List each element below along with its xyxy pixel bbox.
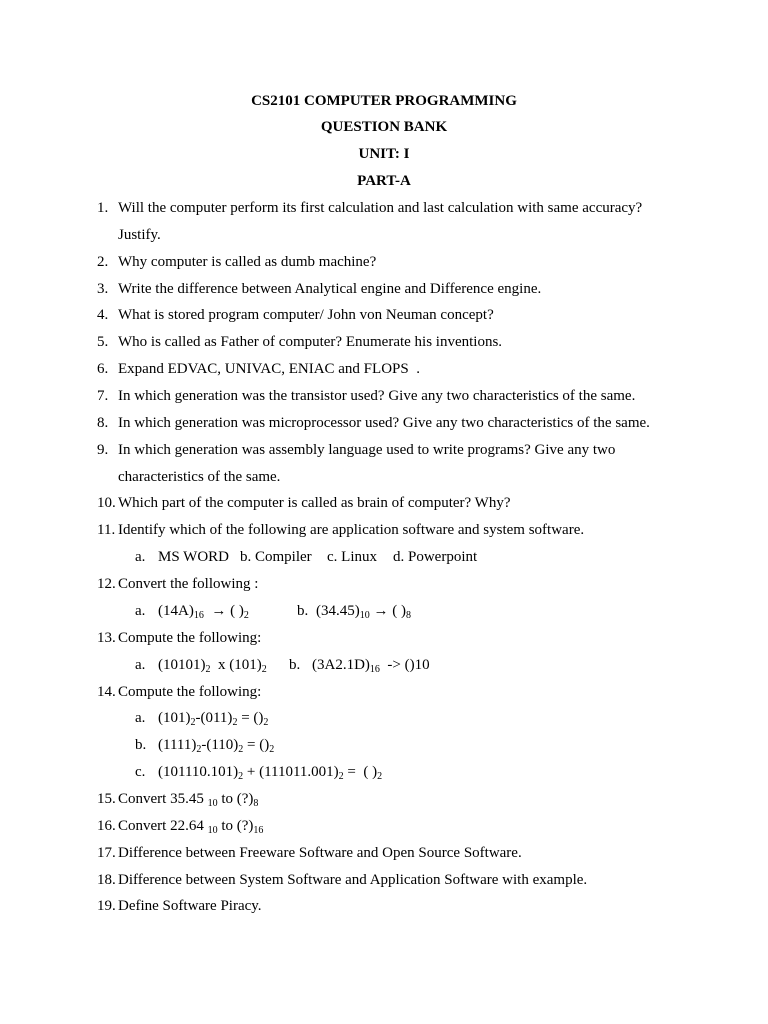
- question-text: Difference between Freeware Software and Open Source Software.: [118, 844, 522, 861]
- expression-text: (10101): [158, 656, 206, 673]
- document-title: QUESTION BANK: [320, 119, 448, 136]
- question-text: Difference between System Software and Application Software with example.: [118, 871, 588, 888]
- sub-question-label: c.: [135, 764, 146, 781]
- sub-question-row: [0, 705, 768, 732]
- question-text: Define Software Piracy.: [118, 898, 262, 915]
- question-line: [0, 437, 768, 464]
- option-label: c.: [327, 549, 338, 566]
- expression-text: → ( ): [369, 602, 406, 619]
- question-number: 4.: [97, 307, 109, 324]
- expression-subscript: 2: [269, 744, 275, 756]
- question-line: [0, 329, 768, 356]
- question-text: Expand EDVAC, UNIVAC, ENIAC and FLOPS .: [118, 361, 420, 378]
- expression-text: -(011): [195, 710, 233, 727]
- expression-text: + (111011.001): [243, 764, 339, 781]
- question-number: 8.: [97, 414, 109, 431]
- expression-subscript: 10: [359, 609, 370, 621]
- expression: [158, 732, 274, 759]
- question-text-continued: Justify.: [118, 226, 161, 243]
- question-text: Why computer is called as dumb machine?: [118, 253, 377, 270]
- question-number: 11.: [97, 522, 116, 539]
- question-item: [0, 410, 768, 437]
- question-line: [0, 571, 768, 598]
- question-line: [0, 840, 768, 867]
- expression-subscript: 2: [232, 717, 238, 729]
- question-line: [0, 356, 768, 383]
- question-text: [118, 813, 263, 840]
- part-heading: PART-A: [357, 173, 411, 190]
- unit-heading: UNIT: I: [358, 146, 410, 163]
- question-item: [0, 249, 768, 276]
- expression: [312, 652, 430, 679]
- expression-text: = ( ): [343, 764, 378, 781]
- question-line: [0, 490, 768, 517]
- expression-text: → ( ): [203, 602, 244, 619]
- question-line: [0, 302, 768, 329]
- question-item: [0, 356, 768, 383]
- question-item: [0, 813, 768, 840]
- expression-text: to (?): [217, 817, 254, 834]
- question-line: [0, 276, 768, 303]
- expression-subscript: 2: [196, 744, 202, 756]
- sub-question-label: b.: [135, 737, 147, 754]
- option-text: MS WORD: [158, 549, 229, 566]
- expression: [158, 652, 267, 679]
- expression-subscript: 2: [238, 771, 244, 783]
- expression-text: -(110): [201, 737, 239, 754]
- question-item: [0, 867, 768, 894]
- question-line: [0, 679, 768, 706]
- expression-subscript: 2: [338, 771, 344, 783]
- sub-question-label: a.: [135, 710, 146, 727]
- question-item: [0, 893, 768, 920]
- question-line: [0, 786, 768, 813]
- sub-question-row: [0, 598, 768, 625]
- question-line: [0, 222, 768, 249]
- question-item: [0, 786, 768, 813]
- expression-text: (101110.101): [158, 764, 239, 781]
- question-line: [0, 893, 768, 920]
- expression-text: (14A): [158, 602, 194, 619]
- option-label: a.: [135, 549, 146, 566]
- question-text: Compute the following:: [118, 629, 262, 646]
- question-number: 10.: [97, 495, 116, 512]
- expression-subscript: 2: [190, 717, 196, 729]
- question-item: [0, 571, 768, 625]
- question-line: [0, 249, 768, 276]
- expression-text: (3A2.1D): [312, 656, 370, 673]
- sub-question-row: [0, 652, 768, 679]
- sub-question-row: [0, 759, 768, 786]
- question-text: Will the computer perform its first calculation and last calculation with same accuracy?: [118, 200, 643, 217]
- expression-subscript: 2: [377, 771, 383, 783]
- question-text: In which generation was assembly language used to write programs? Give any two: [118, 441, 616, 458]
- sub-question-label: b.: [297, 602, 309, 619]
- question-text: [118, 786, 258, 813]
- question-item: [0, 840, 768, 867]
- question-number: 7.: [97, 388, 109, 405]
- option-item: [240, 544, 312, 571]
- question-item: [0, 302, 768, 329]
- question-number: 6.: [97, 361, 109, 378]
- question-item: [0, 437, 768, 491]
- question-number: 19.: [97, 898, 116, 915]
- option-row: [0, 544, 768, 571]
- question-number: 3.: [97, 280, 109, 297]
- question-line: [0, 867, 768, 894]
- expression-subscript: 10: [207, 824, 218, 836]
- question-item: [0, 679, 768, 786]
- sub-question-label: a.: [135, 602, 146, 619]
- question-number: 13.: [97, 629, 116, 646]
- expression-text: (101): [158, 710, 191, 727]
- question-number: 16.: [97, 817, 116, 834]
- expression-subscript: 2: [261, 663, 267, 675]
- option-item: [393, 544, 477, 571]
- question-number: 14.: [97, 683, 116, 700]
- option-label: b.: [240, 549, 252, 566]
- option-label: d.: [393, 549, 405, 566]
- expression-subscript: 2: [243, 609, 249, 621]
- question-item: [0, 383, 768, 410]
- expression-text: (1111): [158, 737, 197, 754]
- sub-question-label: a.: [135, 656, 146, 673]
- expression-subscript: 2: [238, 744, 244, 756]
- expression: [158, 759, 382, 786]
- expression-subscript: 2: [205, 663, 211, 675]
- question-text: Who is called as Father of computer? Enumerate his inventions.: [118, 334, 503, 351]
- question-item: [0, 625, 768, 679]
- expression-subscript: 16: [193, 609, 204, 621]
- expression-text: (34.45): [316, 602, 360, 619]
- question-text: Compute the following:: [118, 683, 262, 700]
- question-number: 2.: [97, 253, 109, 270]
- expression-text: to (?): [217, 790, 254, 807]
- expression-text: = (): [243, 737, 270, 754]
- question-line: [0, 464, 768, 491]
- question-item: [0, 276, 768, 303]
- question-item: [0, 195, 768, 249]
- expression-text: = (): [237, 710, 264, 727]
- sub-question-row: [0, 732, 768, 759]
- question-line: [0, 625, 768, 652]
- expression-text: x (101): [210, 656, 262, 673]
- question-line: [0, 813, 768, 840]
- question-text: Identify which of the following are application software and system software.: [118, 522, 585, 539]
- question-number: 15.: [97, 790, 116, 807]
- question-number: 17.: [97, 844, 116, 861]
- expression-subscript: 8: [253, 797, 259, 809]
- expression-text: Convert 35.45: [118, 790, 208, 807]
- question-text: In which generation was microprocessor used? Give any two characteristics of the same.: [118, 414, 650, 431]
- question-line: [0, 383, 768, 410]
- question-text: Which part of the computer is called as brain of computer? Why?: [118, 495, 511, 512]
- expression-subscript: 8: [406, 609, 411, 621]
- question-item: [0, 490, 768, 517]
- course-title: CS2101 COMPUTER PROGRAMMING: [251, 92, 517, 109]
- expression: [158, 705, 268, 732]
- expression: [316, 598, 411, 625]
- question-number: 9.: [97, 441, 109, 458]
- expression-subscript: 10: [207, 797, 218, 809]
- sub-question-label: b.: [289, 656, 301, 673]
- option-item: [327, 544, 377, 571]
- question-item: [0, 517, 768, 571]
- expression-text: -> ()10: [379, 656, 430, 673]
- question-number: 12.: [97, 576, 116, 593]
- option-text: Linux: [341, 549, 378, 566]
- question-line: [0, 410, 768, 437]
- option-text: Compiler: [255, 549, 312, 566]
- expression-text: Convert 22.64: [118, 817, 208, 834]
- expression-subscript: 16: [253, 824, 264, 836]
- question-text: What is stored program computer/ John von Neuman concept?: [118, 307, 494, 324]
- question-line: [0, 195, 768, 222]
- question-number: 18.: [97, 871, 116, 888]
- question-text: In which generation was the transistor used? Give any two characteristics of the same.: [118, 388, 636, 405]
- expression-subscript: 2: [263, 717, 269, 729]
- expression: [158, 598, 249, 625]
- expression-subscript: 16: [369, 663, 380, 675]
- question-text: Convert the following :: [118, 576, 259, 593]
- question-text-continued: characteristics of the same.: [118, 468, 281, 485]
- question-line: [0, 517, 768, 544]
- question-number: 5.: [97, 334, 109, 351]
- question-text: Write the difference between Analytical engine and Difference engine.: [118, 280, 542, 297]
- option-text: Powerpoint: [408, 549, 478, 566]
- question-item: [0, 329, 768, 356]
- question-number: 1.: [97, 200, 109, 217]
